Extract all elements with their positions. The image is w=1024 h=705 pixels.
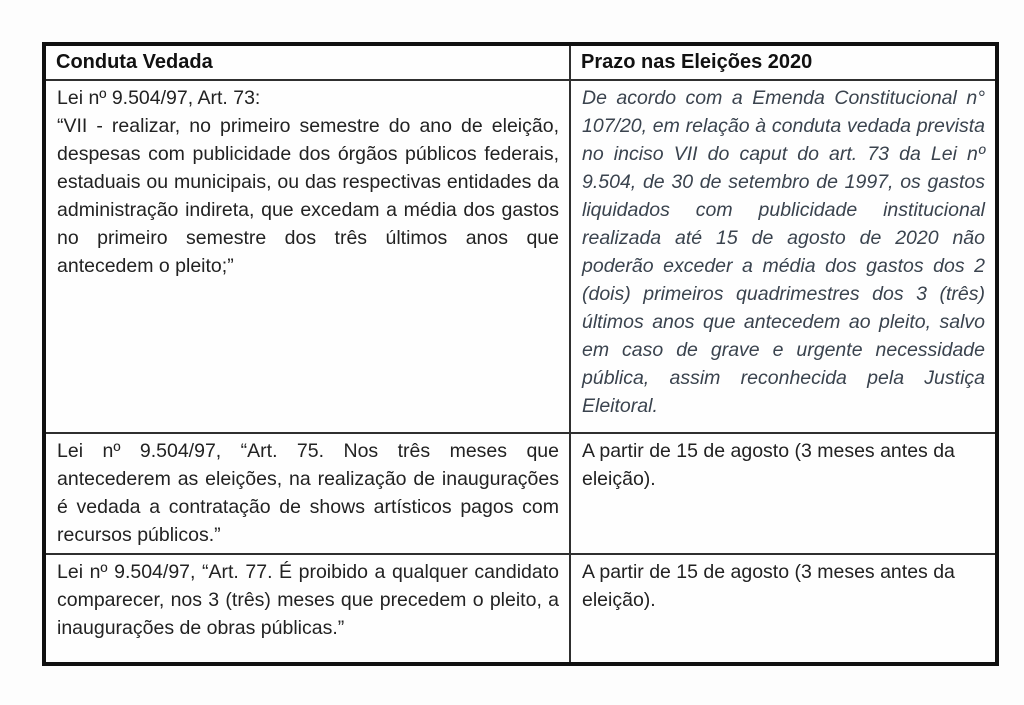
deadline-cell-art-75: A partir de 15 de agosto (3 meses antes da eleição). xyxy=(570,433,997,554)
table-row-art-77 xyxy=(44,554,997,664)
table-row-art-73 xyxy=(44,80,997,433)
conduct-cell-art-73 xyxy=(44,80,570,433)
conduct-text-art-73: “VII - realizar, no primeiro semestre do ano de eleição, despesas com publicidade dos órgãos públicos federais, estaduais ou municipais, ou das respectivas entidades da administração indireta, que excedam a média dos gastos no primeiro semestre dos três últimos anos que antecedem o pleito;” xyxy=(57,115,559,277)
conduct-cell-art-75 xyxy=(44,433,570,554)
conduct-text-art-77: Lei nº 9.504/97, “Art. 77. É proibido a qualquer candidato comparecer, nos 3 (três) meses que precedem o pleito, a inaugurações de obras públicas.” xyxy=(57,561,559,639)
column-header-conduta-vedada: Conduta Vedada xyxy=(44,44,570,80)
deadline-cell-art-73: De acordo com a Emenda Constitucional n° 107/20, em relação à conduta vedada prevista no inciso VII do caput do art. 73 da Lei nº 9.504, de 30 de setembro de 1997, os gastos liquidados com publicidade institucional realizada até 15 de agosto de 2020 não poderão exceder a média dos gastos dos 2 (dois) primeiros quadrimestres dos 3 (três) últimos anos que antecedem ao pleito, salvo em caso de grave e urgente necessidade pública, assim reconhecida pela Justiça Eleitoral. xyxy=(570,80,997,433)
table-header-row xyxy=(44,44,997,80)
conduct-text-art-75: Lei nº 9.504/97, “Art. 75. Nos três meses que antecederem as eleições, na realização de inaugurações é vedada a contratação de shows artísticos pagos com recursos públicos.” xyxy=(57,440,559,546)
table-row-art-75 xyxy=(44,433,997,554)
deadline-cell-art-77: A partir de 15 de agosto (3 meses antes da eleição). xyxy=(570,554,997,664)
law-reference-art-73: Lei nº 9.504/97, Art. 73: xyxy=(57,87,261,109)
conduct-cell-art-77 xyxy=(44,554,570,664)
column-header-prazo-eleicoes-2020: Prazo nas Eleições 2020 xyxy=(570,44,997,80)
conduct-deadline-table xyxy=(42,42,999,666)
